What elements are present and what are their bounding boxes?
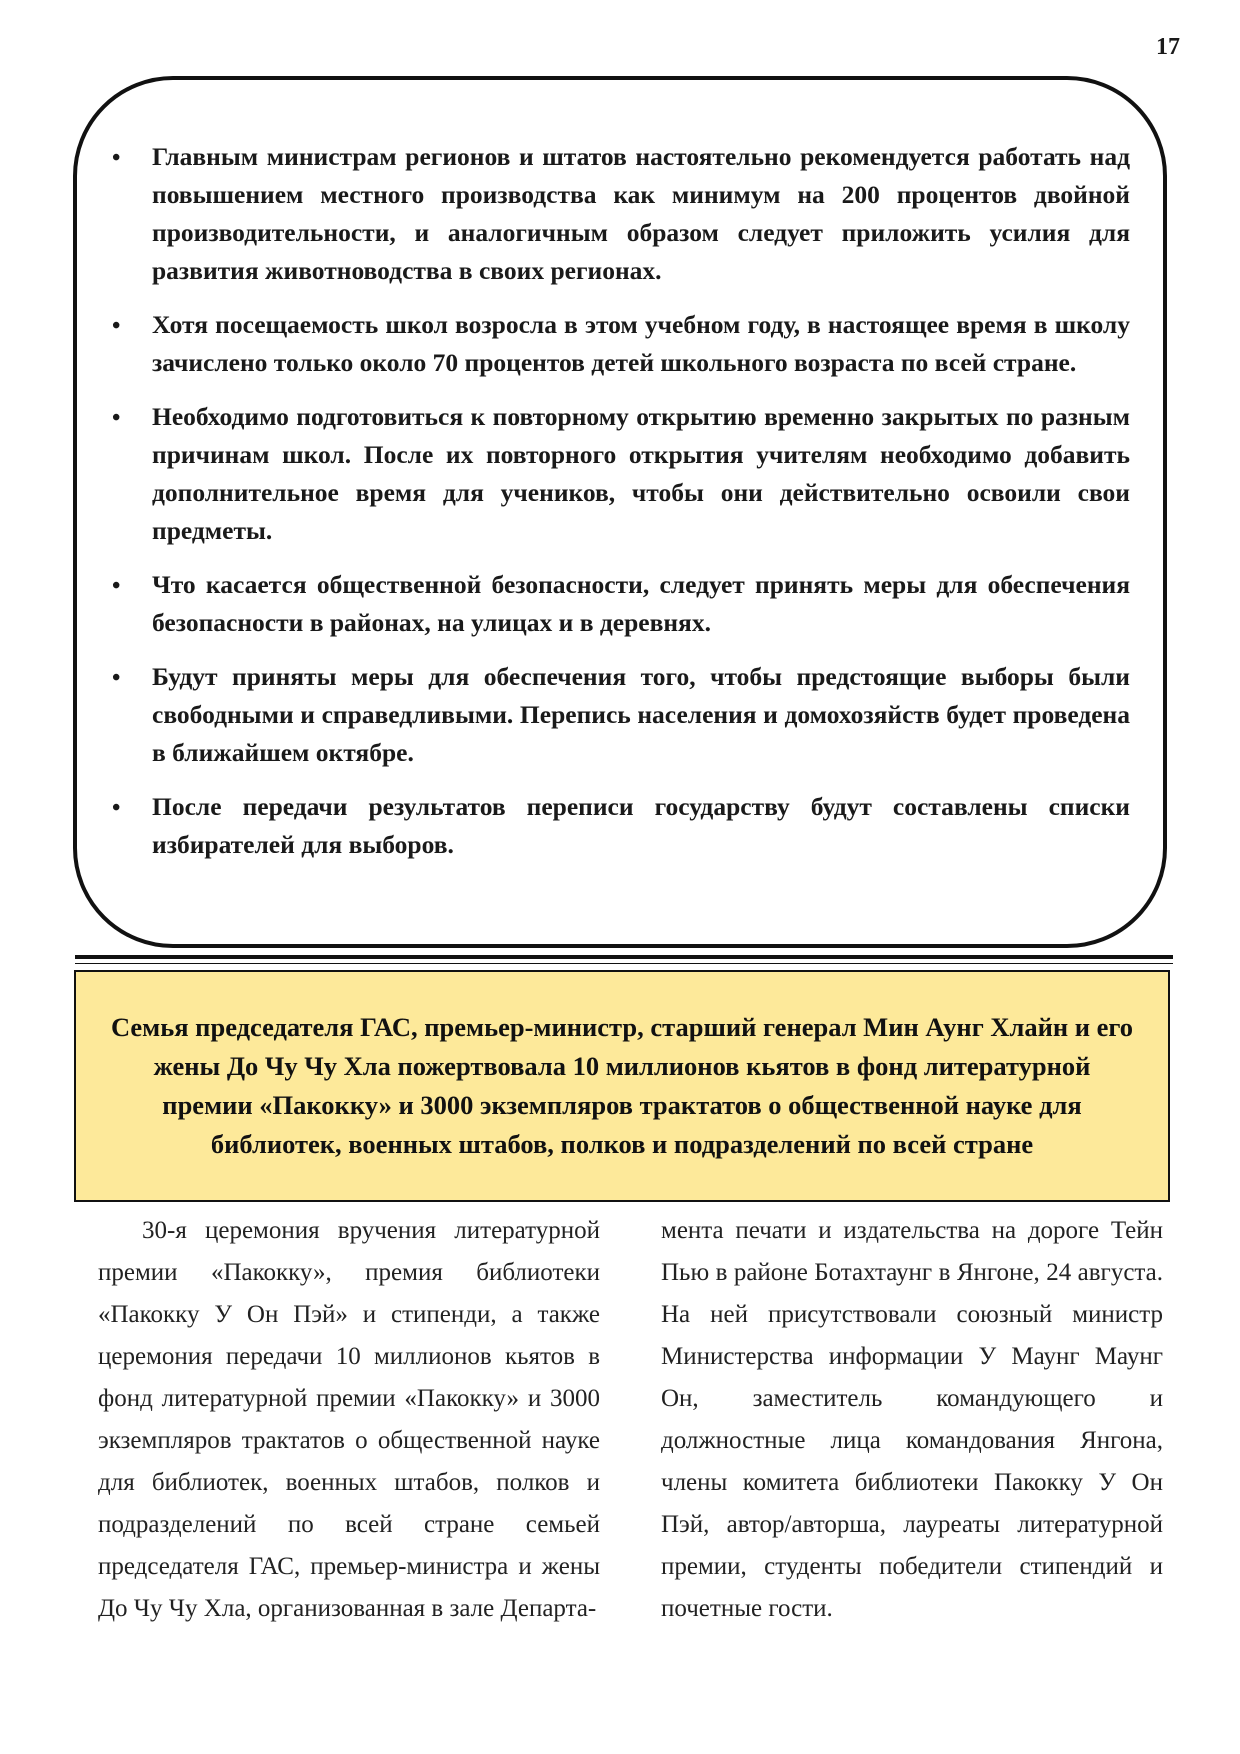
bullet-icon: [112, 788, 132, 827]
list-item: [112, 306, 1130, 382]
list-item: [112, 658, 1130, 772]
bullet-text: Необходимо подготовиться к повторному открытию временно закрытых по разным причинам школ. После их повторного открытия учителям необходимо добавить дополнительное время для учеников, чтобы они действительно освоили свои предметы.: [152, 402, 1130, 545]
bullet-text: Будут приняты меры для обеспечения того, чтобы предстоящие выборы были свободными и справедливыми. Перепись населения и домохозяйств будет проведена в ближайшем октябре.: [152, 662, 1130, 767]
list-item: [112, 566, 1130, 642]
list-item: [112, 788, 1130, 864]
section-divider-thin: [75, 963, 1173, 964]
article-body: [98, 1210, 1163, 1630]
bullet-icon: [112, 658, 132, 697]
article-column-right: мента печати и издательства на дороге Тейн Пью в районе Ботахтаунг в Янгоне, 24 августа. На ней присутствовали союзный министр Министерства информации У Маунг Маунг Он, заместитель командующего и должностные лица командования Янгона, члены комитета библиотеки Пакокку У Он Пэй, автор/авторша, лауреаты литературной премии, студенты победители стипендий и почетные гости.: [661, 1217, 1163, 1622]
bullet-text: Хотя посещаемость школ возросла в этом учебном году, в настоящее время в школу зачислено только около 70 процентов детей школьного возраста по всей стране.: [152, 310, 1130, 377]
page-number: 17: [1156, 34, 1180, 60]
bullet-icon: [112, 398, 132, 437]
bullet-icon: [112, 566, 132, 605]
bullet-text: Что касается общественной безопасности, следует принять меры для обеспечения безопасности в районах, на улицах и в деревнях.: [152, 570, 1130, 637]
article-column-left: 30-я церемония вручения литературной премии «Пакокку», премия библиотеки «Пакокку У Он Пэй» и стипенди, а также церемония передачи 10 миллионов кьятов в фонд литературной премии «Пакокку» и 3000 экземпляров трактатов о общественной науке для библиотек, военных штабов, полков и подразделений по всей стране семьей председателя ГАС, премьер-министра и жены До Чу Чу Хла, организованная в зале Департа-: [98, 1217, 600, 1622]
section-divider: [75, 955, 1173, 959]
list-item: [112, 398, 1130, 550]
list-item: [112, 138, 1130, 290]
bullet-icon: [112, 138, 132, 177]
bullet-text: После передачи результатов переписи государству будут составлены списки избирателей для выборов.: [152, 792, 1130, 859]
article-headline: Семья председателя ГАС, премьер-министр, старший генерал Мин Аунг Хлайн и его жены До Чу Чу Хла пожертвовала 10 миллионов кьятов в фонд литературной премии «Пакокку» и 3000 экземпляров трактатов о общественной науке для библиотек, военных штабов, полков и подразделений по всей стране: [110, 1012, 1134, 1159]
headline-box: [74, 970, 1170, 1202]
bullet-text: Главным министрам регионов и штатов настоятельно рекомендуется работать над повышением местного производства как минимум на 200 процентов двойной производительности, и аналогичным образом следует приложить усилия для развития животноводства в своих регионах.: [152, 142, 1130, 285]
bullet-icon: [112, 306, 132, 345]
key-points-list: [112, 138, 1130, 880]
